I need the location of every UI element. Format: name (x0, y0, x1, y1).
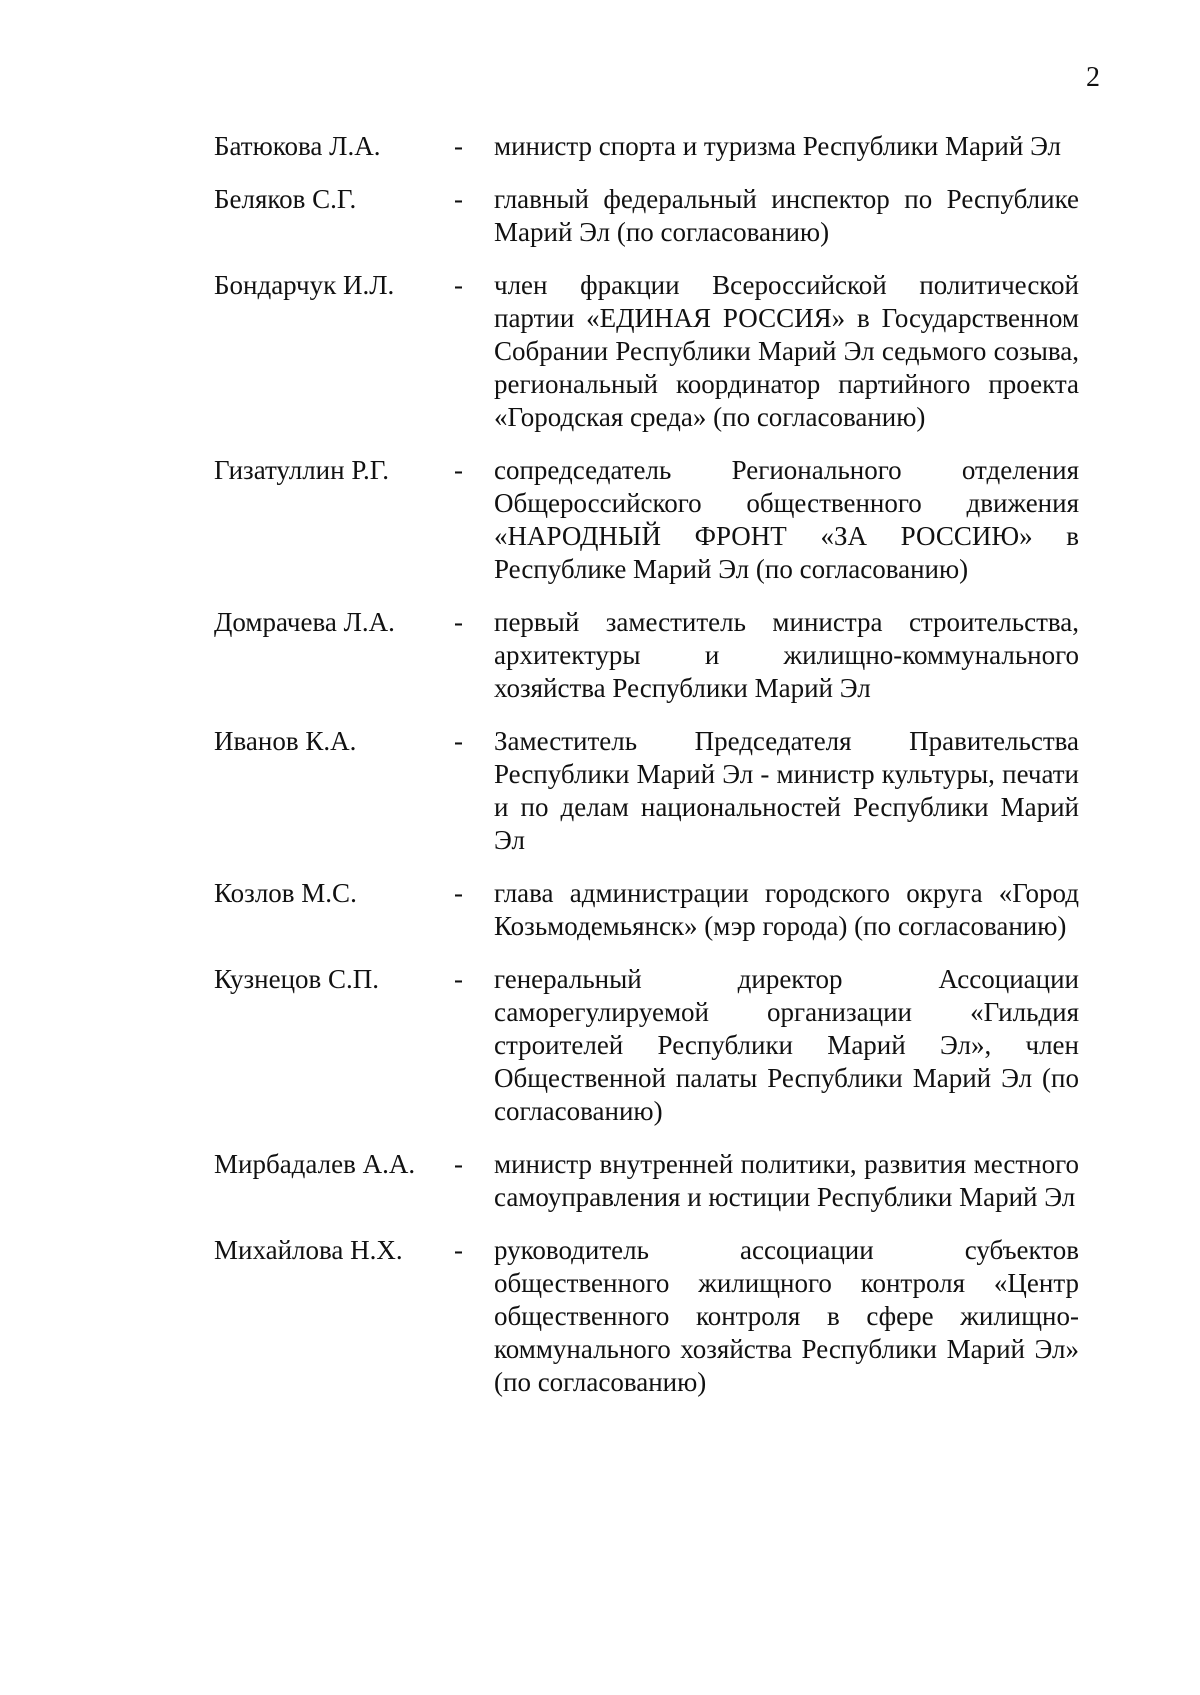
member-dash: - (454, 607, 463, 637)
member-row (214, 963, 1100, 1128)
member-row (214, 1148, 1100, 1214)
member-position: сопредседатель Регионального отделения Общероссийского общественного движения «НАРОДНЫЙ ФРОНТ «ЗА РОССИЮ» в Республике Марий Эл (по согласованию) (494, 455, 1079, 584)
member-name: Козлов М.С. (214, 878, 357, 908)
member-position: главный федеральный инспектор по Республике Марий Эл (по согласованию) (494, 184, 1079, 247)
member-row (214, 725, 1100, 857)
member-dash: - (454, 878, 463, 908)
member-dash: - (454, 1235, 463, 1265)
member-name: Домрачева Л.А. (214, 607, 395, 637)
member-name: Иванов К.А. (214, 726, 357, 756)
member-row (214, 454, 1100, 586)
member-name: Гизатуллин Р.Г. (214, 455, 390, 485)
member-row (214, 130, 1100, 163)
member-position: министр внутренней политики, развития местного самоуправления и юстиции Республики Марий Эл (494, 1149, 1079, 1212)
member-name: Беляков С.Г. (214, 184, 357, 214)
member-row (214, 269, 1100, 434)
member-position: генеральный директор Ассоциации саморегулируемой организации «Гильдия строителей Республики Марий Эл», член Общественной палаты Республики Марий Эл (по согласованию) (494, 964, 1079, 1126)
page-number: 2 (1086, 62, 1100, 93)
member-name: Кузнецов С.П. (214, 964, 380, 994)
member-position: Заместитель Председателя Правительства Республики Марий Эл - министр культуры, печати и по делам национальностей Республики Марий Эл (494, 726, 1079, 855)
member-dash: - (454, 1149, 463, 1179)
member-position: министр спорта и туризма Республики Марий Эл (494, 131, 1062, 161)
member-name: Михайлова Н.Х. (214, 1235, 403, 1265)
member-row (214, 183, 1100, 249)
member-dash: - (454, 184, 463, 214)
member-name: Мирбадалев А.А. (214, 1149, 416, 1179)
member-dash: - (454, 726, 463, 756)
member-position: член фракции Всероссийской политической партии «ЕДИНАЯ РОССИЯ» в Государственном Собрании Республики Марий Эл седьмого созыва, региональный координатор партийного проекта «Городская среда» (по согласованию) (494, 270, 1079, 432)
member-dash: - (454, 270, 463, 300)
member-position: руководитель ассоциации субъектов общественного жилищного контроля «Центр общественного контроля в сфере жилищно-коммунального хозяйства Республики Марий Эл» (по согласованию) (494, 1235, 1079, 1397)
member-name: Батюкова Л.А. (214, 131, 381, 161)
member-dash: - (454, 964, 463, 994)
member-position: первый заместитель министра строительства, архитектуры и жилищно-коммунального хозяйства Республики Марий Эл (494, 607, 1079, 703)
member-row (214, 877, 1100, 943)
member-name: Бондарчук И.Л. (214, 270, 395, 300)
member-row (214, 1234, 1100, 1399)
member-dash: - (454, 131, 463, 161)
members-list (214, 130, 1100, 1419)
member-position: глава администрации городского округа «Город Козьмодемьянск» (мэр города) (по согласованию) (494, 878, 1079, 941)
member-dash: - (454, 455, 463, 485)
member-row (214, 606, 1100, 705)
